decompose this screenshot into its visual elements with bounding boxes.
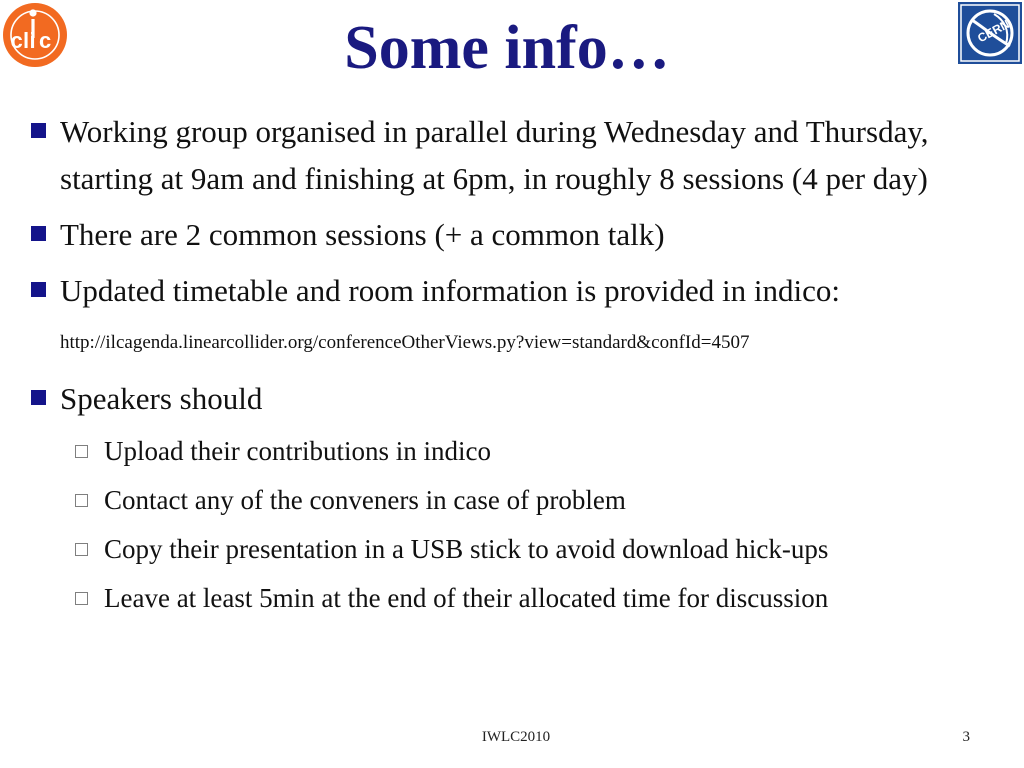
cern-logo-text: CERN [975,16,1012,46]
bullet-text: Working group organised in parallel during Wednesday and Thursday, starting at 9am and finishing at 6pm, in roughly 8 sessions (4 per day) [60,114,929,196]
sub-bullet-list [30,431,1005,618]
square-bullet-icon [31,123,46,138]
page-number: 3 [962,729,970,745]
hollow-square-bullet-icon [75,543,88,556]
bullet-list [30,108,1005,627]
square-bullet-icon [31,390,46,405]
sub-bullet-item [30,431,1005,471]
clic-logo-text-right: c [39,28,52,53]
sub-bullet-text: Leave at least 5min at the end of their allocated time for discussion [104,583,829,613]
footer-event-name: IWLC2010 [481,729,551,745]
square-bullet-icon [31,226,46,241]
sub-bullet-item [30,578,1005,618]
hollow-square-bullet-icon [75,494,88,507]
clic-logo-text-left: c [10,28,23,53]
bullet-item [30,267,1005,366]
sub-bullet-text: Contact any of the conveners in case of problem [104,485,626,515]
indico-url-link[interactable]: http://ilcagenda.linearcollider.org/conferenceOtherViews.py?view=standard&confId=4507 [60,332,750,353]
bullet-text: There are 2 common sessions (+ a common talk) [60,217,665,252]
clic-logo-text-l: l [23,28,30,53]
bullet-text: Speakers should [60,381,263,416]
sub-bullet-text: Copy their presentation in a USB stick to avoid download hick-ups [104,534,829,564]
bullet-item [30,375,1005,422]
bullet-text: Updated timetable and room information is provided in indico: [60,273,840,308]
bullet-item [30,211,1005,258]
sub-bullet-item [30,529,1005,569]
clic-logo-text-i: i [29,28,36,53]
sub-bullet-text: Upload their contributions in indico [104,436,491,466]
hollow-square-bullet-icon [75,592,88,605]
sub-bullet-item [30,480,1005,520]
square-bullet-icon [31,282,46,297]
hollow-square-bullet-icon [75,445,88,458]
slide-title: Some info… [344,14,670,82]
bullet-item [30,108,1005,202]
